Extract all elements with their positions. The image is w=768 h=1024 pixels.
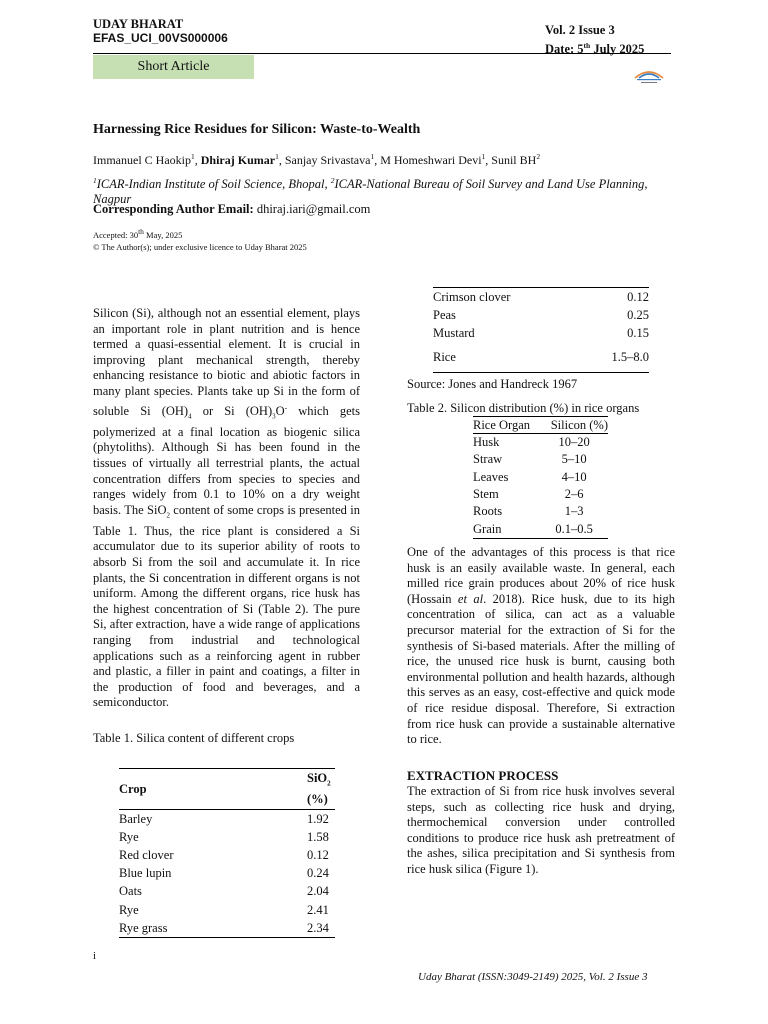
silicon-cell: 5–10 [561,452,587,467]
sio2-cell: 0.25 [627,307,649,322]
table-row [119,919,335,938]
silicon-cell: 10–20 [558,435,590,450]
author-affiliation-mark: 2 [536,152,541,161]
author-affiliation-mark: 1 [370,152,375,161]
sio2-cell: 0.24 [307,866,329,881]
table2-header-organ: Rice Organ [473,417,540,434]
silicon-cell: 0.1–0.5 [540,520,608,538]
sio2-cell: 1.92 [307,811,329,826]
accepted-date: Accepted: 30th May, 2025 [93,227,183,240]
extraction-paragraph: The extraction of Si from rice husk involves several steps, such as collecting rice husk and drying, thermochemical conversion under controlled conditions to produce rice husk ash pretreatment of the ashes, silica precipitation and Si synthesis from rice husk silica (Figure 1). [407,784,675,876]
author-email[interactable]: dhiraj.iari@gmail.com [253,202,371,216]
crop-cell: Rye [119,902,139,917]
crop-cell: Red clover [119,847,174,862]
table1-source: Source: Jones and Handreck 1967 [407,377,578,391]
acceptance-info [93,226,307,253]
sio2-cell: 2.34 [307,919,335,938]
crop-cell: Mustard [433,325,475,340]
author-name: M Homeshwari Devi [380,153,482,167]
crop-cell: Peas [433,307,456,322]
crop-cell: Rye [119,829,139,844]
table-row [119,901,335,919]
author-list: Immanuel C Haokip$^1$, Dhiraj Kumar$^1$, Sanjay Srivastava$^1$, M Homeshwari Devi$^1$, Sunil $BH^2$ [93,152,541,167]
crop-cell: Rice [433,342,609,373]
table2 [473,416,608,539]
table-row [119,828,335,846]
sio2-cell: 1.5–8.0 [609,342,649,373]
silicon-cell: 2–6 [564,487,584,502]
table1-continued [433,288,649,373]
table-row [473,503,608,520]
journal-header [93,17,228,45]
table-row [433,342,649,373]
article-type-badge: Short Article [93,55,254,79]
organ-cell: Stem [473,487,499,502]
silicon-cell: 1–3 [564,504,584,519]
sio2-cell: 0.15 [627,325,649,340]
author-name: Dhiraj Kumar [200,153,276,167]
article-title: Harnessing Rice Residues for Silicon: Waste-to-Wealth [93,122,421,137]
table-row [433,306,649,324]
page-number: i [93,950,97,962]
organ-cell: Roots [473,504,503,519]
table-row [119,810,335,829]
advantages-paragraph: One of the advantages of this process is that rice husk is an easily available waste. In general, each milled rice grain produces about 20% of rice husk (Hossain et al. 2018). Rice husk, due to its high concentration of silica, can act as a valuable precursor material for the extraction of Si for the synthesis of Si-based materials. After the milling of rice, the unused rice husk is burnt, causing both environmental pollution and health hazards, although this serves as an easy, cost-effective and quick mode of rice residue disposal. Therefore, Si extraction from rice husk can provide a sustainable alternative to rice. [407,545,675,747]
table1-header-crop: Crop [119,769,307,810]
table1-caption: Table 1. Silica content of different crops [93,731,295,745]
intro-paragraph: Silicon (Si), although not an essential element, plays an important role in plant nutrition and is hence termed a quasi-essential element. It is crucial in improving plant mechanical strength, thereby enhancing resistance to biotic and abiotic factors in many plant species. Plants take up Si in the form of soluble Si $(OH)_4$ or Si $(OH)_3O^-$ which gets polymerized at a final location as biogenic silica (phytoliths). Although Si has been found in the tissues of virtually all terrestrial plants, the actual concentration differs from species to species and ranges widely from 0.1 to 10% on a dry weight basis. The SiO$_2$ content of some crops is presented in Table 1. Thus, the rice plant is considered a Si accumulator due to its superior ability of roots to absorb Si from the soil and accumulate it. In rice plants, the Si concentration in different organs is not uniform. Among the different organs, rice husk has the highest concentration of Si (Table 2). The pure Si, after extraction, have a wide range of applications ranging from industrial and technological applications such as a reinforcing agent in rubber and plastic, a filler in paint and coatings, a filter in the production of food and beverages, and a semiconductor. [93,306,361,710]
table-row [433,288,649,306]
organ-cell: Leaves [473,469,509,484]
table-row [433,324,649,342]
organ-cell: Straw [473,452,503,467]
author-affiliation-mark: 1 [275,152,279,161]
sio2-cell: 0.12 [627,289,649,304]
organ-cell: Husk [473,435,500,450]
table2-header-silicon: Silicon (%) [540,417,608,434]
volume-issue: Vol. 2 Issue 3 [545,23,615,37]
organ-cell: Grain [473,520,540,538]
crop-cell: Rye grass [119,919,307,938]
table-row [119,865,335,883]
table-row [473,469,608,486]
sio2-cell: 0.12 [307,847,329,862]
header-rule [93,53,671,54]
journal-name: UDAY BHARAT [93,17,184,31]
licence-note: © The Author(s); under exclusive licence to Uday Bharat 2025 [93,241,307,252]
table1-header-sio2: SiO$_2$ (%) [307,769,335,810]
table-row [473,434,608,452]
sio2-cell: 2.04 [307,884,329,899]
author-name: Immanuel C Haokip [93,153,191,167]
page-footer: Uday Bharat (ISSN:3049-2149) 2025, Vol. 2 Issue 3 [418,971,648,983]
table-row [473,451,608,468]
table-row [119,846,335,864]
publication-date: Date: 5th July 2025 [545,41,645,57]
table-row [473,486,608,503]
crop-cell: Oats [119,884,142,899]
affiliations: $^1$ICAR-Indian Institute of Soil Science, Bhopal, $^2$ICAR-National Bureau of Soil Survey and Land Use Planning, Nagpur [93,176,648,207]
table2-caption: Table 2. Silicon distribution (%) in rice organs [407,401,640,415]
article-code: EFAS_UCI_00VS000006 [93,31,228,45]
table1 [119,768,335,938]
author-name: Sunil BH [491,153,537,167]
author-affiliation-mark: 1 [481,152,486,161]
section-heading-extraction: EXTRACTION PROCESS [407,768,559,783]
author-name: Sanjay Srivastava [284,153,371,167]
table-row [119,883,335,901]
table-row [473,520,608,538]
corresponding-author: Corresponding Author Email: dhiraj.iari@gmail.com [93,202,371,216]
silicon-cell: 4–10 [561,469,587,484]
crop-cell: Blue lupin [119,866,172,881]
crop-cell: Crimson clover [433,289,511,304]
crop-cell: Barley [119,811,153,826]
journal-logo-icon [631,68,667,86]
sio2-cell: 2.41 [307,902,329,917]
author-affiliation-mark: 1 [190,152,195,161]
sio2-cell: 1.58 [307,829,329,844]
